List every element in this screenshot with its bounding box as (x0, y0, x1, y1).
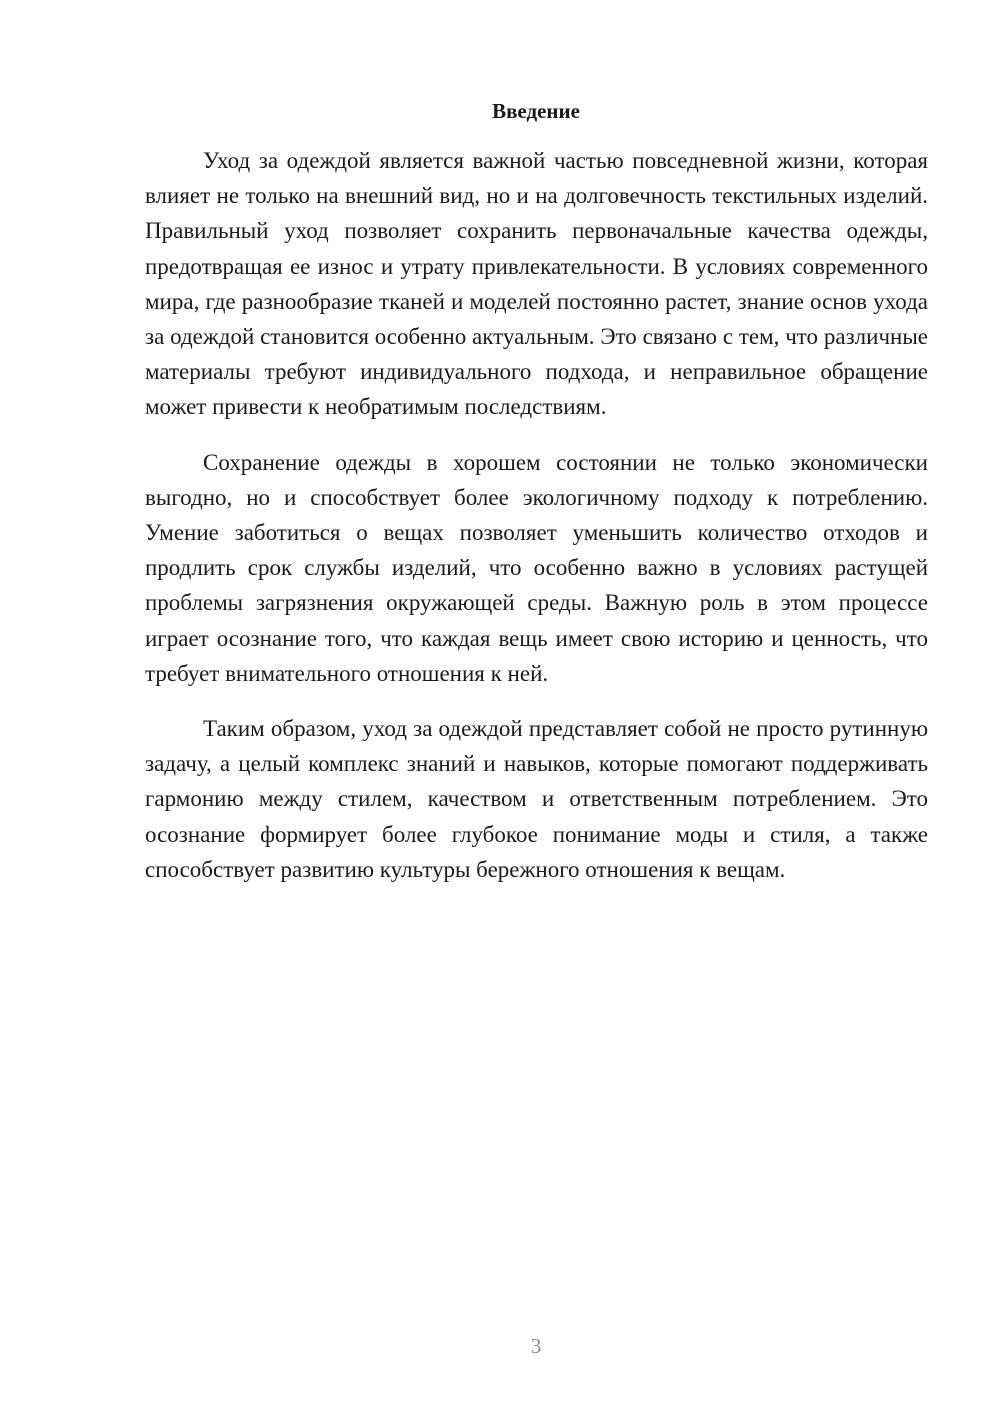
body-text (145, 143, 928, 907)
paragraph-1: Уход за одеждой является важной частью повседневной жизни, которая влияет не только на внешний вид, но и на долговечность текстильных изделий. Правильный уход позволяет сохранить первоначальные качества одежды, предотвращая ее износ и утрату привлекательности. В условиях современного мира, где разнообразие тканей и моделей постоянно растет, знание основ ухода за одеждой становится особенно актуальным. Это связано с тем, что различные материалы требуют индивидуального подхода, и неправильное обращение может привести к необратимым последствиям. (145, 148, 928, 420)
paragraph-3: Таким образом, уход за одеждой представляет собой не просто рутинную задачу, а целый комплекс знаний и навыков, которые помогают поддерживать гармонию между стилем, качеством и ответственным потреблением. Это осознание формирует более глубокое понимание моды и стиля, а также способствует развитию культуры бережного отношения к вещам. (145, 716, 928, 882)
page-title: Введение (492, 99, 580, 123)
paragraph-2: Сохранение одежды в хорошем состоянии не только экономически выгодно, но и способствует более экологичному подходу к потреблению. Умение заботиться о вещах позволяет уменьшить количество отходов и продлить срок службы изделий, что особенно важно в условиях растущей проблемы загрязнения окружающей среды. Важную роль в этом процессе играет осознание того, что каждая вещь имеет свою историю и ценность, что требует внимательного отношения к ней. (145, 449, 928, 686)
page-number: 3 (530, 1334, 542, 1358)
